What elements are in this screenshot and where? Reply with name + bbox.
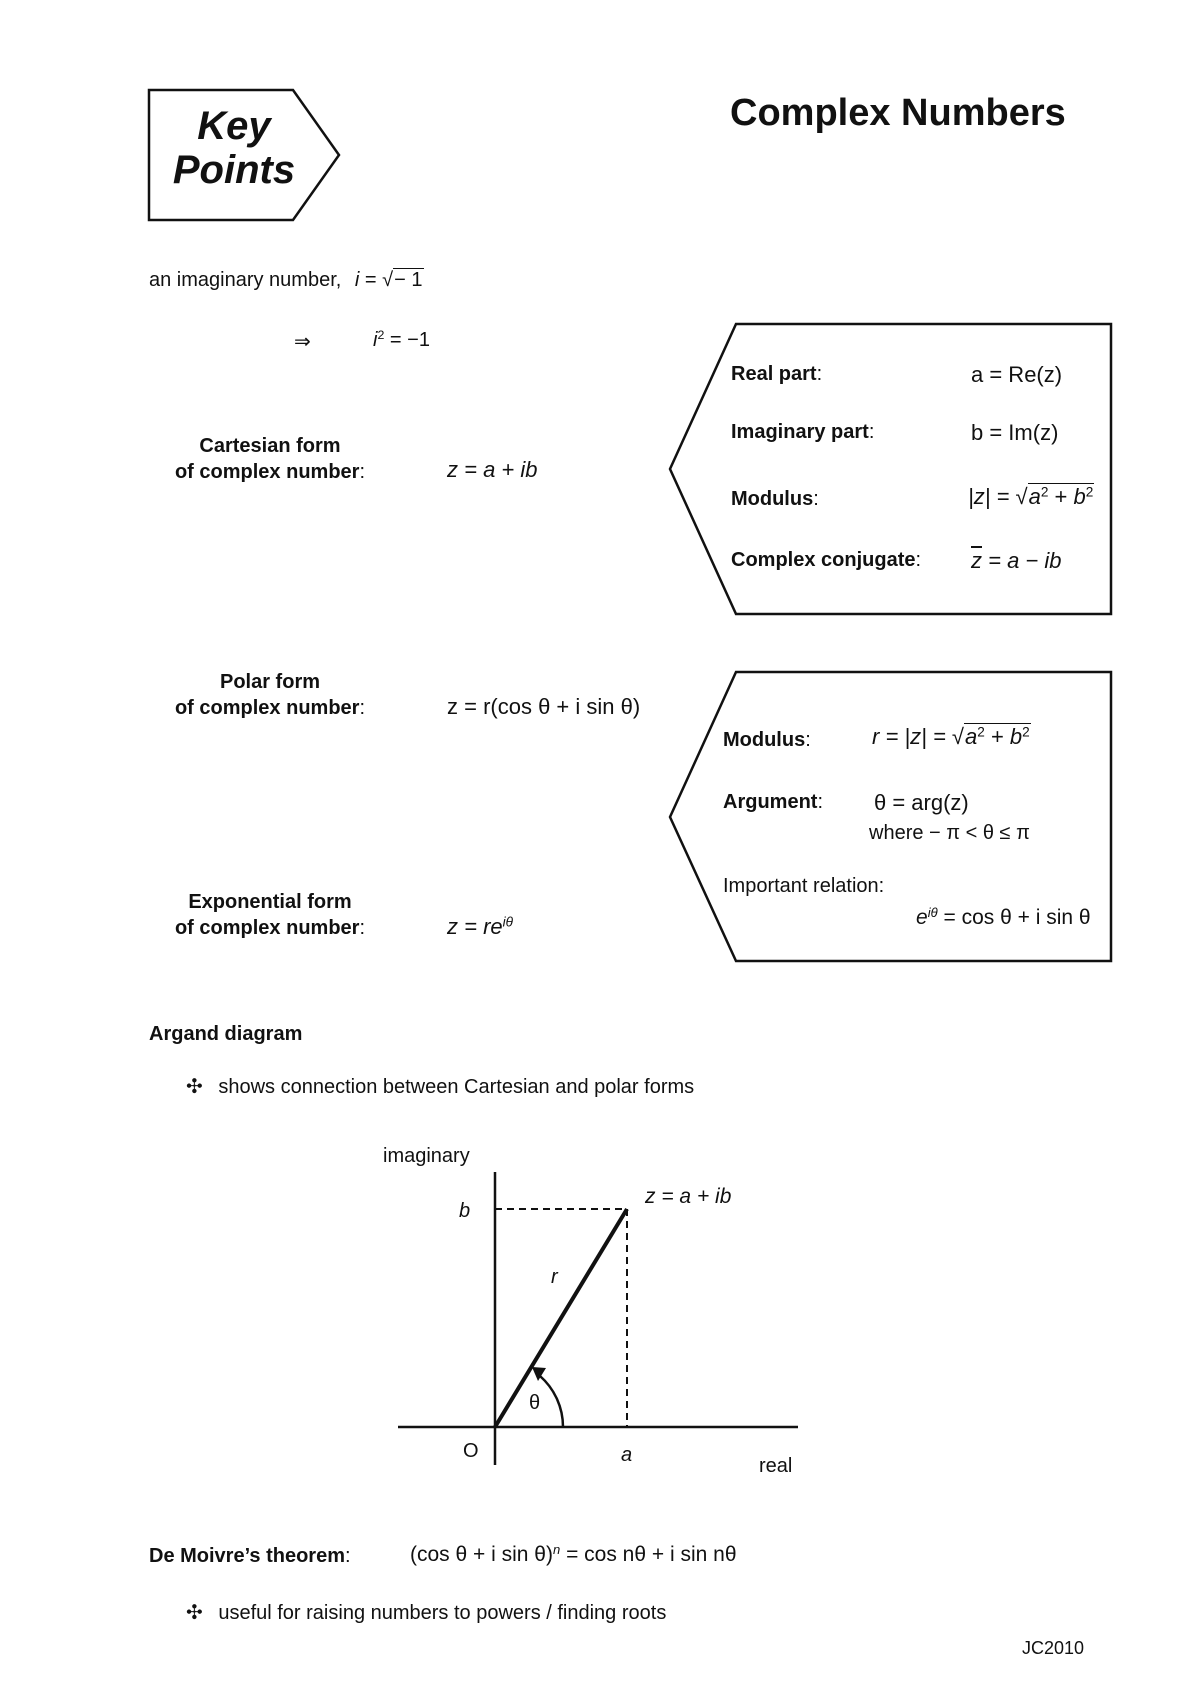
implies-symbol: ⇒ (294, 331, 311, 353)
argument-range: where − π < θ ≤ π (869, 822, 1030, 844)
exponential-label-line2: of complex number (174, 917, 360, 939)
imaginary-part-label: Imaginary part: (731, 421, 875, 443)
cartesian-label: Cartesian form of complex number: (150, 433, 390, 485)
cartesian-label-line1: Cartesian form (199, 435, 341, 457)
axis-imaginary-label: imaginary (383, 1145, 470, 1167)
origin-label: O (463, 1440, 479, 1462)
modulus-formula: $|z| = √a^2 + b^2$ (968, 484, 1094, 509)
cartesian-formula: z = a + ib (447, 457, 538, 482)
exponential-label: Exponential form of complex number: (150, 889, 390, 941)
polar-formula: z = r(cos θ + i sin θ) (447, 694, 641, 719)
exponential-formula: $z = re^{i\theta}$ (447, 914, 514, 939)
euler-relation: $e^{i\theta} = \cos \theta + i$ sin θ (916, 904, 1091, 929)
theta-arc (540, 1376, 563, 1427)
argument-formula: θ = arg(z) (874, 790, 969, 815)
z-point-label: z = a + ib (645, 1185, 732, 1208)
imaginary-definition: an imaginary number, i = √− 1 (149, 269, 423, 291)
modulus-line (495, 1209, 627, 1427)
real-part-label: Real part: (731, 363, 823, 385)
exponential-label-line1: Exponential form (188, 891, 352, 913)
imaginary-i: i (354, 269, 360, 291)
polar-label-line1: Polar form (219, 671, 321, 693)
a-label: a (621, 1444, 633, 1466)
imaginary-part-formula: b = Im(z) (971, 420, 1059, 445)
argument-label: Argument: (723, 791, 824, 813)
polar-modulus-formula: $r = |z| = √a^2 + b^2$ (872, 724, 1030, 749)
modulus-label: Modulus: (731, 488, 819, 510)
polar-label-line2: of complex number (174, 697, 360, 719)
cartesian-label-line2: of complex number (174, 461, 360, 483)
i-squared-base: i (373, 329, 378, 351)
bullet-icon: ✣ (186, 1602, 203, 1624)
polar-modulus-label: Modulus: (723, 729, 811, 751)
key-points-line2: Points (172, 148, 296, 192)
real-part-formula: a = Re(z) (971, 362, 1063, 387)
imaginary-radicand: − 1 (394, 269, 423, 291)
i-squared-rhs: = −1 (389, 329, 430, 351)
argand-heading: Argand diagram (149, 1023, 303, 1045)
polar-label: Polar form of complex number: (150, 669, 390, 721)
axis-real-label: real (759, 1455, 793, 1477)
bullet-icon: ✣ (186, 1076, 203, 1098)
footer-code: JC2010 (1022, 1638, 1085, 1658)
de-moivre-formula: (cos θ + i sin θ)$^n$ = cos nθ + i sin nθ (410, 1541, 737, 1566)
page-title: Complex Numbers (730, 92, 1066, 134)
de-moivre-heading: De Moivre’s theorem: (149, 1545, 351, 1567)
imaginary-eq: = (364, 269, 377, 291)
theta-label: θ (529, 1392, 541, 1414)
important-relation-label: Important relation: (723, 875, 885, 897)
imaginary-intro: an imaginary number, (149, 269, 342, 291)
de-moivre-bullet-text: useful for raising numbers to powers / finding roots (218, 1602, 667, 1624)
argand-bullet-text: shows connection between Cartesian and polar forms (218, 1076, 695, 1098)
i-squared-exp: 2 (377, 328, 385, 343)
key-points-line1: Key (197, 104, 271, 148)
r-label: r (551, 1266, 558, 1288)
complex-conjugate-label: Complex conjugate: (731, 549, 922, 571)
b-label: b (459, 1200, 471, 1222)
de-moivre-bullet (186, 1600, 666, 1625)
complex-conjugate-formula: $\overline{z} = a$ − ib (971, 548, 1062, 573)
